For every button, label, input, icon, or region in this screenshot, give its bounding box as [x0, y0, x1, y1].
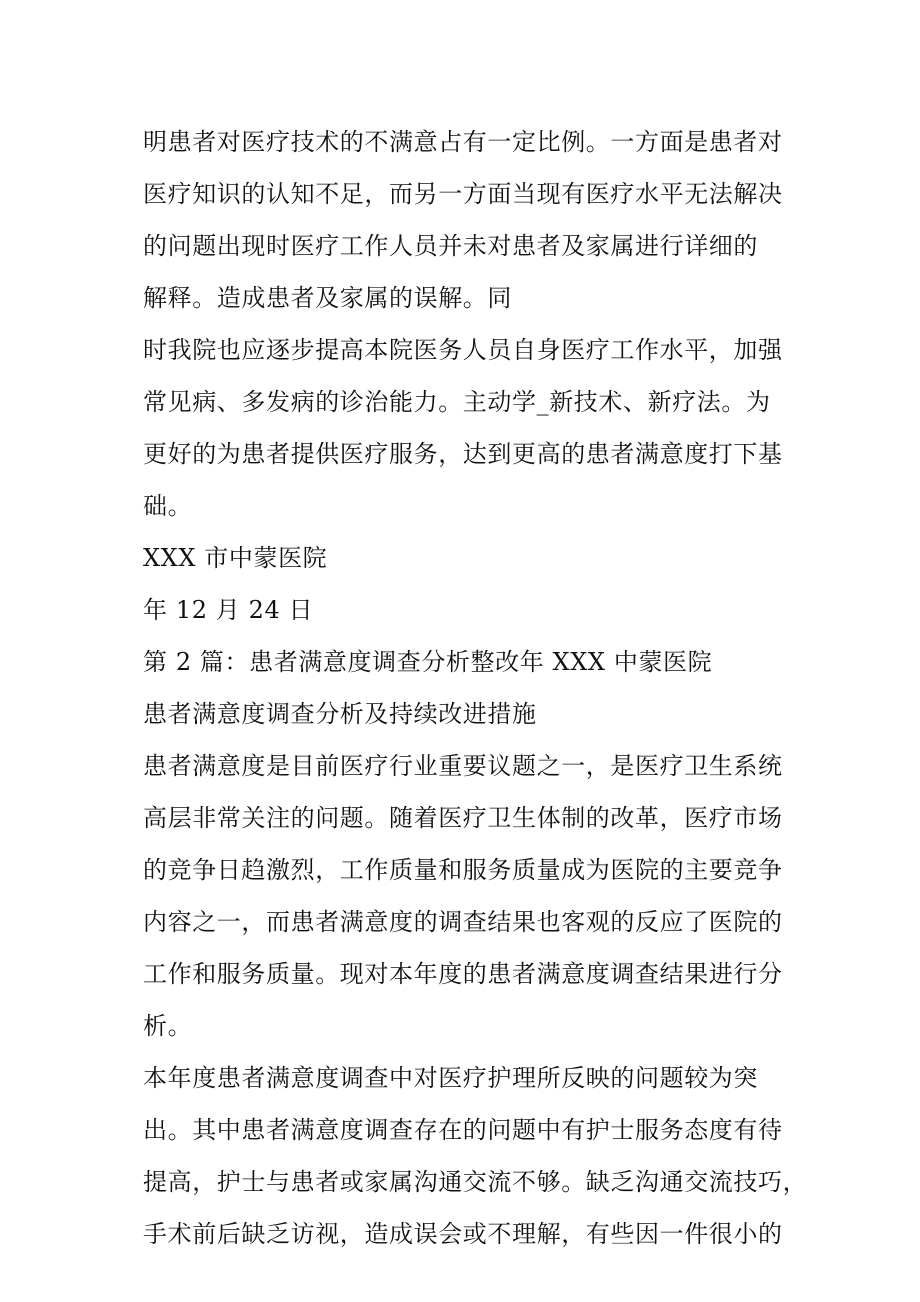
text-line: 出。其中患者满意度调查存在的问题中有护士服务态度有待: [143, 1116, 783, 1144]
hospital-name: XXX 市中蒙医院: [143, 544, 328, 572]
text-line: 的竞争日趋激烈，工作质量和服务质量成为医院的主要竞争: [143, 856, 783, 884]
text-line: 解释。造成患者及家属的误解。同: [143, 284, 512, 312]
section-subtitle: 患者满意度调查分析及持续改进措施: [143, 700, 537, 728]
text-line: 内容之一，而患者满意度的调查结果也客观的反应了医院的: [143, 908, 783, 936]
text-line: 常见病、多发病的诊治能力。主动学_新技术、新疗法。为: [143, 388, 771, 416]
section-heading: 第 2 篇：患者满意度调查分析整改年 XXX 中蒙医院: [143, 648, 713, 676]
text-line: 础。: [143, 492, 193, 520]
text-line: 工作和服务质量。现对本年度的患者满意度调查结果进行分: [143, 960, 783, 988]
text-line: 高层非常关注的问题。随着医疗卫生体制的改革，医疗市场: [143, 804, 783, 832]
text-line: 手术前后缺乏访视，造成误会或不理解，有些因一件很小的: [143, 1220, 783, 1248]
document-body: [143, 116, 808, 1260]
text-line: 本年度患者满意度调查中对医疗护理所反映的问题较为突: [143, 1064, 758, 1092]
text-line: 患者满意度是目前医疗行业重要议题之一，是医疗卫生系统: [143, 752, 783, 780]
text-line: 更好的为患者提供医疗服务，达到更高的患者满意度打下基: [143, 440, 783, 468]
text-line: 医疗知识的认知不足，而另一方面当现有医疗水平无法解决: [143, 180, 783, 208]
text-line: 的问题出现时医疗工作人员并未对患者及家属进行详细的: [143, 232, 758, 260]
text-line: 明患者对医疗技术的不满意占有一定比例。一方面是患者对: [143, 128, 783, 156]
text-line: 时我院也应逐步提高本院医务人员自身医疗工作水平，加强: [143, 336, 783, 364]
document-date: 年 12 月 24 日: [143, 596, 314, 624]
text-line: 提高，护士与患者或家属沟通交流不够。缺乏沟通交流技巧，: [143, 1168, 808, 1196]
text-line: 析。: [143, 1012, 193, 1040]
